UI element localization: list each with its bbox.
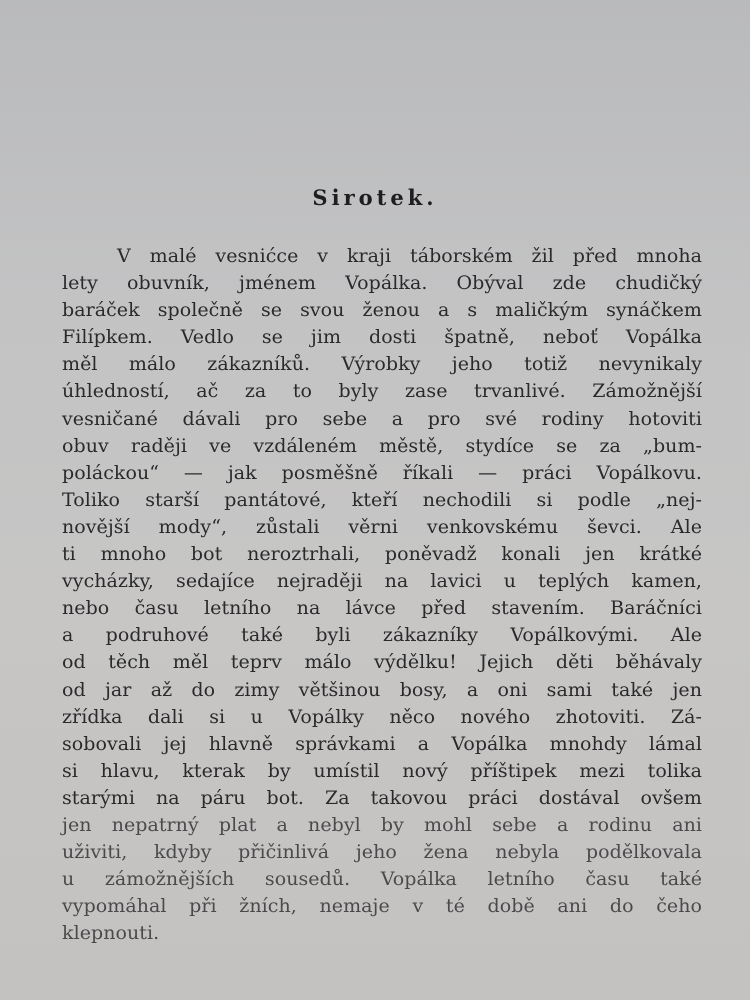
chapter-title: Sirotek. (312, 185, 438, 210)
text-line: starými na páru bot. Za takovou práci dostával ovšem (62, 786, 702, 809)
text-line: jen nepatrný plat a nebyl by mohl sebe a rodinu ani (62, 813, 702, 836)
text-line: vesničané dávali pro sebe a pro své rodiny hotoviti (62, 407, 702, 430)
text-line: si hlavu, kterak by umístil nový příštipek mezi tolika (62, 759, 702, 782)
text-line: Toliko starší pantátové, kteří nechodili si podle „nej- (62, 488, 702, 511)
text-line: Filípkem. Vedlo se jim dosti špatně, neboť Vopálka (62, 326, 702, 349)
text-line: ti mnoho bot neroztrhali, poněvadž konali jen krátké (62, 543, 702, 566)
text-line: a podruhové také byli zákazníky Vopálkovými. Ale (62, 624, 702, 647)
text-line: nebo času letního na lávce před stavením. Baráčníci (62, 597, 702, 620)
text-line: vypomáhal při žních, nemaje v té době ani do čeho (62, 895, 702, 918)
text-line: baráček společně se svou ženou a s maličkým synáčkem (62, 299, 702, 322)
text-line: lety obuvník, jménem Vopálka. Obýval zde chudičký (62, 272, 702, 295)
text-line: od jar až do zimy většinou bosy, a oni sami také jen (62, 678, 702, 701)
text-line: klepnouti. (62, 922, 160, 945)
body-text (62, 243, 702, 947)
text-line: zřídka dali si u Vopálky něco nového zhotoviti. Zá- (62, 705, 702, 728)
text-line: u zámožnějších sousedů. Vopálka letního času také (62, 868, 702, 891)
text-line: poláckou“ — jak posměšně říkali — práci Vopálkovu. (62, 461, 702, 484)
text-line: měl málo zákazníků. Výrobky jeho totiž nevynikaly (62, 353, 702, 376)
text-line: V malé vesnićce v kraji táborském žil před mnoha (117, 245, 702, 267)
text-line: úhledností, ač za to byly zase trvanlivé. Zámožnější (62, 380, 702, 403)
text-line: sobovali jej hlavně správkami a Vopálka mnohdy lámal (62, 732, 702, 755)
text-line: od těch měl teprv málo výdělku! Jejich děti běhávaly (62, 651, 702, 674)
text-line: novější mody“, zůstali věrni venkovskému ševci. Ale (62, 515, 702, 538)
text-line: obuv raději ve vzdáleném městě, stydíce se za „bum- (62, 434, 702, 457)
text-line: vycházky, sedajíce nejraději na lavici u teplých kamen, (62, 570, 702, 593)
text-line: uživiti, kdyby přičinlivá jeho žena nebyla podělkovala (62, 841, 702, 864)
